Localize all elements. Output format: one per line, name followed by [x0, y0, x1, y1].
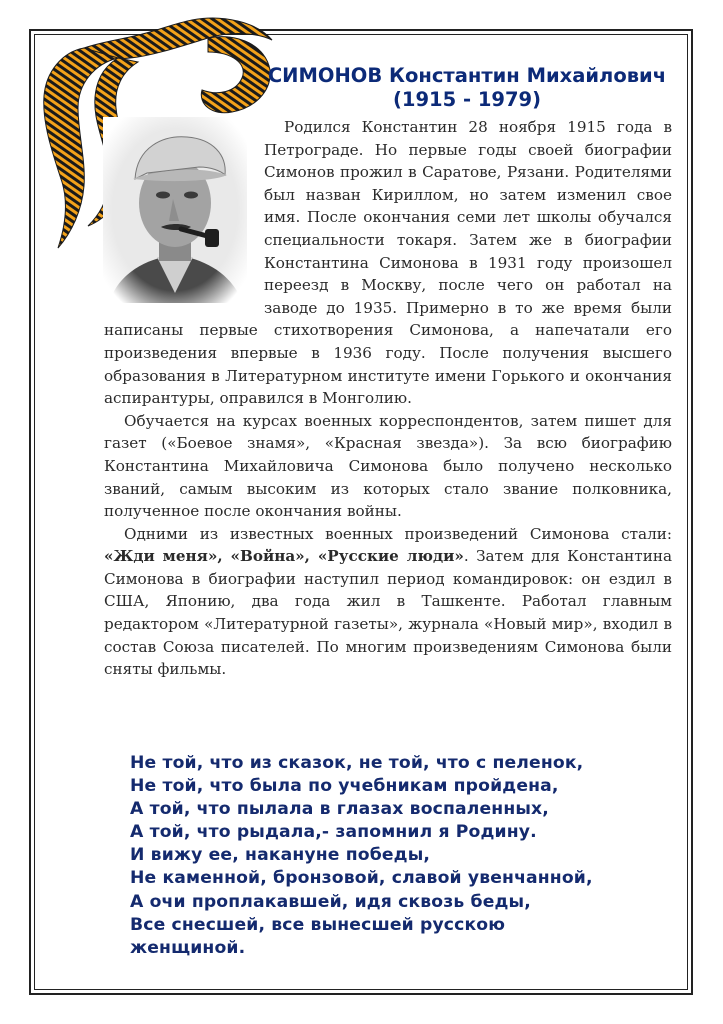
bio-paragraph-1: Родился Константин 28 ноября 1915 года в Петрограде. Но первые годы своей биографии Симонов прожил в Саратове, Рязани. Родителями был назван Кириллом, но затем изменил свое имя. После окончания семи лет школы обучался специальности токаря. Затем же в биографии Константина Симонова в 1931 году произошел переезд в Москву, после чего он работал на заводе до 1935. Примерно в то же время были написаны первые стихотворения Симонова, а напечатали его произведения впервые в 1936 году. После получения высшего образования в Литературном институте имени Горького и окончания аспирантуры, оправился в Монголию. [104, 118, 672, 408]
poem [130, 752, 690, 960]
poem-line: Все снесшей, все вынесшей русскою [130, 914, 506, 935]
poem-line: А очи проплакавшей, идя сквозь беды, [130, 891, 531, 912]
poem-line: И вижу ее, накануне победы, [130, 845, 431, 866]
title-years: (1915 - 1979) [392, 88, 542, 111]
bio-paragraph-3-rest: . Затем для Константина Симонова в биографии наступил период командировок: он ездил в США, Японию, два года жил в Ташкенте. Работал главным редактором «Литературной газеты», журнала «Новый мир», входил в состав Союза писателей. По многим произведениям Симонова были сняты фильмы. [104, 547, 672, 679]
poem-line: Не той, что из сказок, не той, что с пеленок, [130, 753, 584, 773]
poem-line: Не каменной, бронзовой, славой увенчанной, [130, 868, 593, 889]
title-name: СИМОНОВ Константин Михайлович [267, 64, 667, 87]
biography-text [104, 116, 672, 681]
poem-line: женщиной. [130, 937, 246, 958]
bio-paragraph-2: Обучается на курсах военных корреспондентов, затем пишет для газет («Боевое знамя», «Красная звезда»). За всю биографию Константина Михайловича Симонова было получено несколько званий, самым высоким из которых стало звание полковника, полученное после окончания войны. [104, 411, 672, 521]
bio-works-list: «Жди меня», «Война», «Русские люди» [104, 547, 464, 566]
poem-line: Не той, что была по учебникам пройдена, [130, 776, 559, 797]
bio-paragraph-3-intro: Одними из известных военных произведений Симонова стали: [124, 524, 672, 543]
poem-line: А той, что рыдала,- запомнил я Родину. [130, 822, 537, 843]
bio-paragraph-3 [104, 523, 672, 681]
page-title [236, 64, 698, 112]
poem-line: А той, что пылала в глазах воспаленных, [130, 799, 549, 820]
